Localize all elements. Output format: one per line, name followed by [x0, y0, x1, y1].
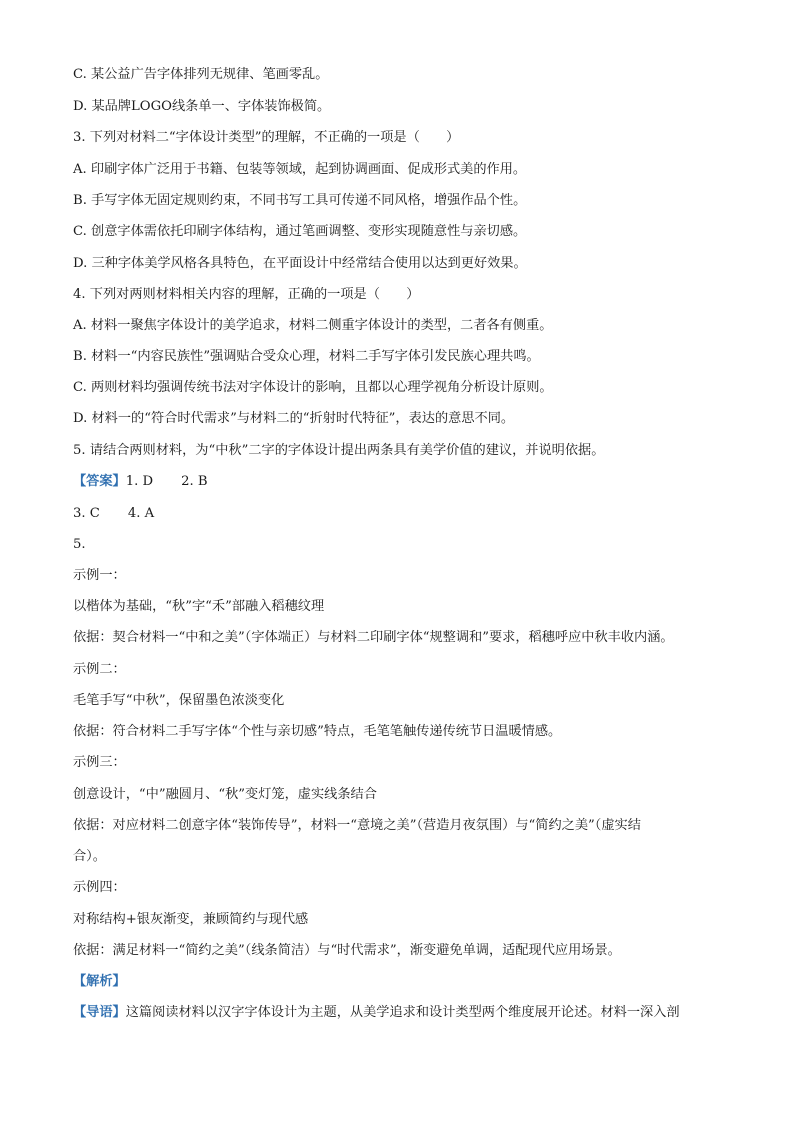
example-2-text: 毛笔手写“中秋”，保留墨色浓淡变化	[73, 693, 285, 708]
answer-2: 2. B	[181, 474, 208, 489]
answer-3: 3. C	[73, 506, 100, 521]
guide-line	[73, 1004, 680, 1022]
option-b-q3: B. 手写字体无固定规则约束，不同书写工具可传递不同风格，增强作品个性。	[73, 193, 527, 208]
example-1-basis: 依据：契合材料一“中和之美”（字体端正）与材料二印刷字体“规整调和”要求，稻穗呼应中秋丰收内涵。	[73, 630, 674, 645]
answer-4: 4. A	[127, 506, 155, 521]
answer-line-1	[73, 473, 208, 491]
example-4-title: 示例四：	[73, 880, 126, 895]
analysis-heading	[73, 973, 126, 991]
question-3: 3. 下列对材料二“字体设计类型”的理解，不正确的一项是（ ）	[73, 130, 460, 145]
option-d-q2: D. 某品牌LOGO线条单一、字体装饰极简。	[73, 99, 331, 114]
question-5: 5. 请结合两则材料，为“中秋”二字的字体设计提出两条具有美学价值的建议，并说明依据。	[73, 443, 605, 458]
guide-tag: 【导语】	[73, 1005, 126, 1020]
example-4-text: 对称结构+银灰渐变，兼顾简约与现代感	[73, 912, 309, 927]
option-d-q4: D. 材料一的“符合时代需求”与材料二的“折射时代特征”，表达的意思不同。	[73, 411, 515, 426]
option-a-q4: A. 材料一聚焦字体设计的美学追求，材料二侧重字体设计的类型，二者各有侧重。	[73, 318, 553, 333]
option-b-q4: B. 材料一“内容民族性”强调贴合受众心理，材料二手写字体引发民族心理共鸣。	[73, 349, 540, 364]
example-1-title: 示例一：	[73, 568, 126, 583]
answer-line-2	[73, 505, 154, 523]
answer-1: 1. D	[125, 474, 154, 489]
analysis-tag: 【解析】	[73, 974, 126, 989]
example-2-title: 示例二：	[73, 662, 126, 677]
guide-text: 这篇阅读材料以汉字字体设计为主题，从美学追求和设计类型两个维度展开论述。材料一深入剖	[125, 1005, 680, 1020]
answer-5: 5.	[73, 537, 86, 552]
example-3-basis-cont: 合）。	[73, 849, 106, 864]
answer-tag: 【答案】	[73, 474, 126, 489]
option-d-q3: D. 三种字体美学风格各具特色，在平面设计中经常结合使用以达到更好效果。	[73, 256, 527, 271]
example-3-basis: 依据：对应材料二创意字体“装饰传导”，材料一“意境之美”（营造月夜氛围）与“简约之美”（虚实结	[73, 818, 641, 833]
example-2-basis: 依据：符合材料二手写字体“个性与亲切感”特点，毛笔笔触传递传统节日温暖情感。	[73, 724, 562, 739]
option-a-q3: A. 印刷字体广泛用于书籍、包装等领域，起到协调画面、促成形式美的作用。	[73, 162, 527, 177]
example-4-basis: 依据：满足材料一“简约之美”（线条简洁）与“时代需求”，渐变避免单调，适配现代应用场景。	[73, 943, 621, 958]
option-c-q3: C. 创意字体需依托印刷字体结构，通过笔画调整、变形实现随意性与亲切感。	[73, 224, 527, 239]
example-3-title: 示例三：	[73, 755, 126, 770]
example-3-text: 创意设计，“中”融圆月、“秋”变灯笼，虚实线条结合	[73, 787, 377, 802]
option-c-q2: C. 某公益广告字体排列无规律、笔画零乱。	[73, 67, 329, 82]
question-4: 4. 下列对两则材料相关内容的理解，正确的一项是（ ）	[73, 287, 420, 302]
option-c-q4: C. 两则材料均强调传统书法对字体设计的影响，且都以心理学视角分析设计原则。	[73, 380, 553, 395]
example-1-text: 以楷体为基础，“秋”字“禾”部融入稻穗纹理	[73, 599, 325, 614]
